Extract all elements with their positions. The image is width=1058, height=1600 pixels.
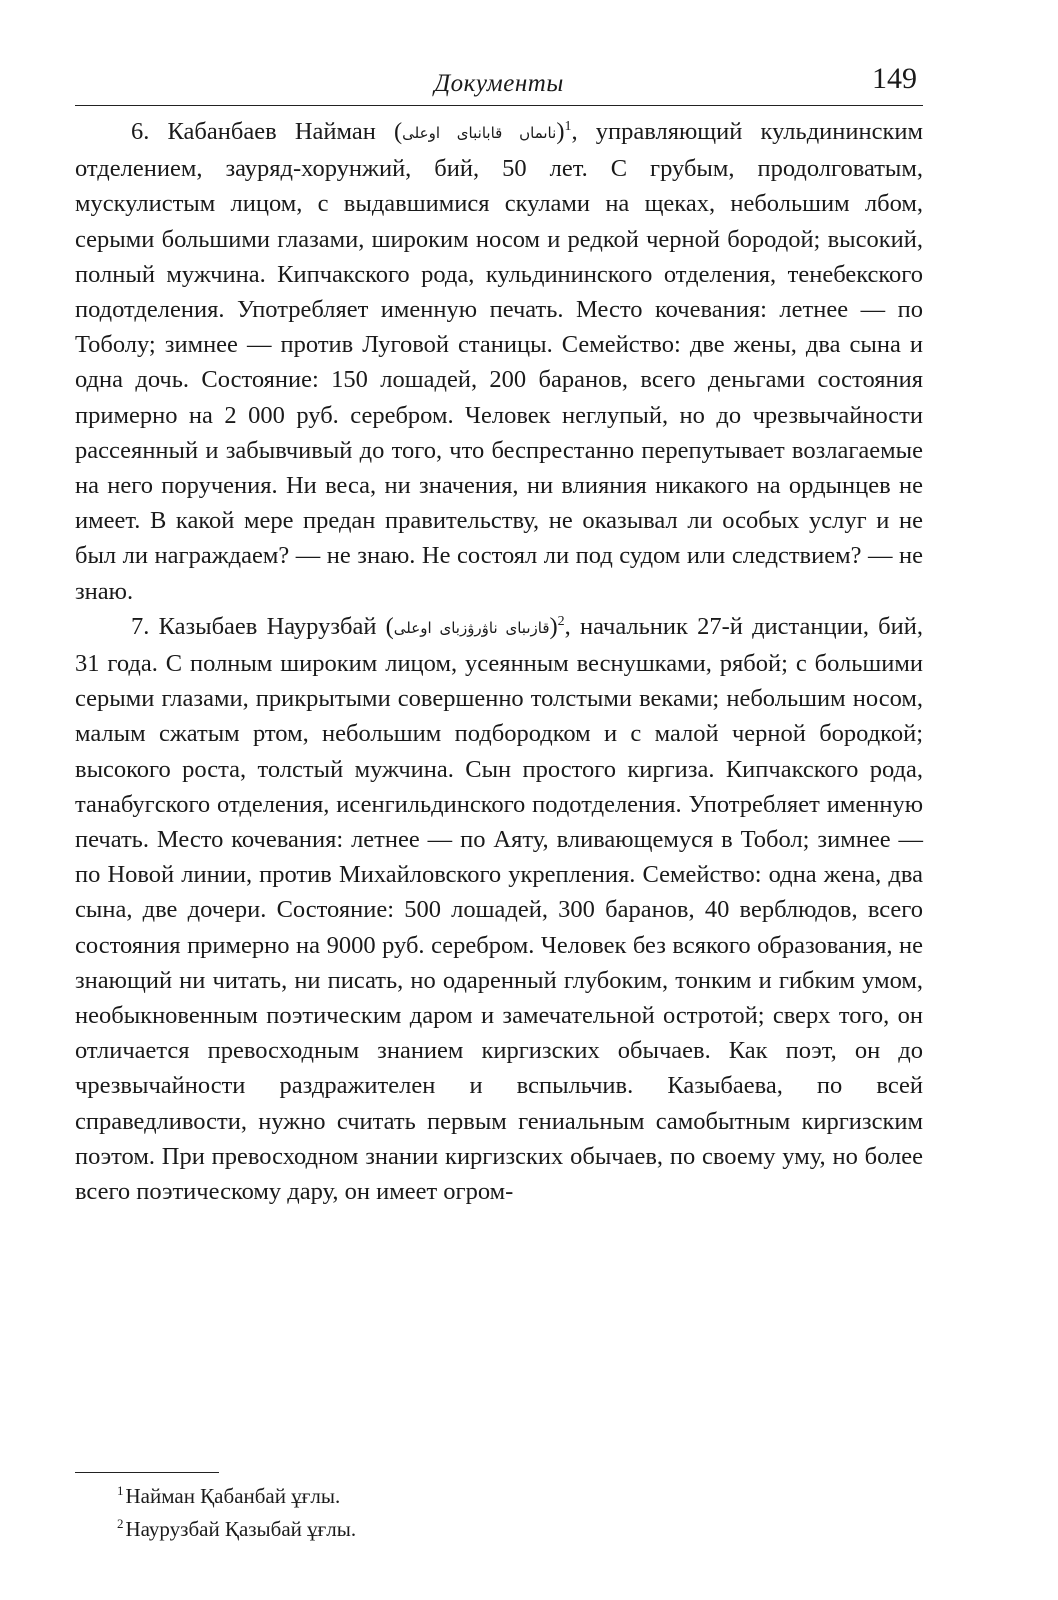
footnotes <box>117 1480 356 1546</box>
entry-7 <box>75 609 923 1209</box>
entry-lead: 7. Казыбаев Наурузбай ( <box>131 612 394 640</box>
entry-close-paren: ) <box>549 612 558 640</box>
footnote-item <box>117 1513 356 1546</box>
footnote-ref[interactable]: 1 <box>564 119 572 134</box>
main-text <box>75 114 923 1209</box>
entry-body: , начальник 27-й дистанции, бий, 31 года. С полным широким лицом, усеянным веснушками, рябой; с большими серыми глазами, прикрытыми совершенно толстыми веками; небольшим носом, малым сжатым ртом, небольшим подбородком и с малой черной бородкой; высокого роста, толстый мужчина. Сын простого киргиза. Кипчакского рода, танабугского отделения, исенгильдинского подотделения. Употребляет именную печать. Место кочевания: летнее — по Аяту, вливающемуся в Тобол; зимнее — по Новой линии, против Михайловского укрепления. Семейство: одна жена, два сына, две дочери. Состояние: 500 лошадей, 300 баранов, 40 верблюдов, всего состояния примерно на 9000 руб. серебром. Человек без всякого образования, не знающий ни читать, ни писать, но одаренный глубоким, тонким и гибким умом, необыкновенным поэтическим даром и замечательной остротой; сверх того, он отличается превосходным знанием киргизских обычаев. Как поэт, он до чрезвычайности раздражителен и вспыльчив. Казыбаева, по всей справедливости, нужно считать первым гениальным самобытным киргизским поэтом. При превосходном знании киргизских обычаев, по своему уму, но более всего поэтическому дару, он имеет огром- <box>75 612 923 1206</box>
running-head: Документы <box>434 70 564 97</box>
footnote-text: Наурузбай Қазыбай ұғлы. <box>125 1517 357 1541</box>
arabic-script-name: ناىماں قابانباى اوعلى <box>402 124 557 142</box>
footnote-mark: 1 <box>117 1483 124 1498</box>
entry-body: , управляющий кульдининским отделением, зауряд-хорунжий, бий, 50 лет. С грубым, продолговатым, мускулистым лицом, с выдавшимися скулами на щеках, небольшим лбом, серыми большими глазами, широким носом и редкой черной бородой; высокий, полный мужчина. Кипчакского рода, кульдининского отделения, тенебекского подотделения. Употребляет именную печать. Место кочевания: летнее — по Тоболу; зимнее — против Луговой станицы. Семейство: две жены, два сына и одна дочь. Состояние: 150 лошадей, 200 баранов, всего деньгами состояния примерно на 2 000 руб. серебром. Человек неглупый, но до чрезвычайности рассеянный и забывчивый до того, что беспрестанно перепутывает возлагаемые на него поручения. Ни веса, ни значения, ни влияния никакого на ордынцев не имеет. В какой мере предан правительству, не оказывал ли особых услуг и не был ли награждаем? — не знаю. Не состоял ли под судом или следствием? — не знаю. <box>75 118 923 605</box>
entry-6 <box>75 114 923 609</box>
entry-lead: 6. Кабанбаев Найман ( <box>131 118 403 145</box>
page-header <box>75 62 923 106</box>
page-number: 149 <box>872 62 917 95</box>
entry-close-paren: ) <box>556 118 565 145</box>
footnote-mark: 2 <box>117 1516 124 1531</box>
footnote-rule <box>75 1472 219 1473</box>
footnote-item <box>117 1480 356 1513</box>
footnote-ref[interactable]: 2 <box>557 613 565 629</box>
header-rule <box>75 105 923 106</box>
arabic-script-name: قازىباى ناۋرۋزباى اوعلى <box>393 618 550 637</box>
footnote-text: Найман Қабанбай ұғлы. <box>125 1484 341 1508</box>
